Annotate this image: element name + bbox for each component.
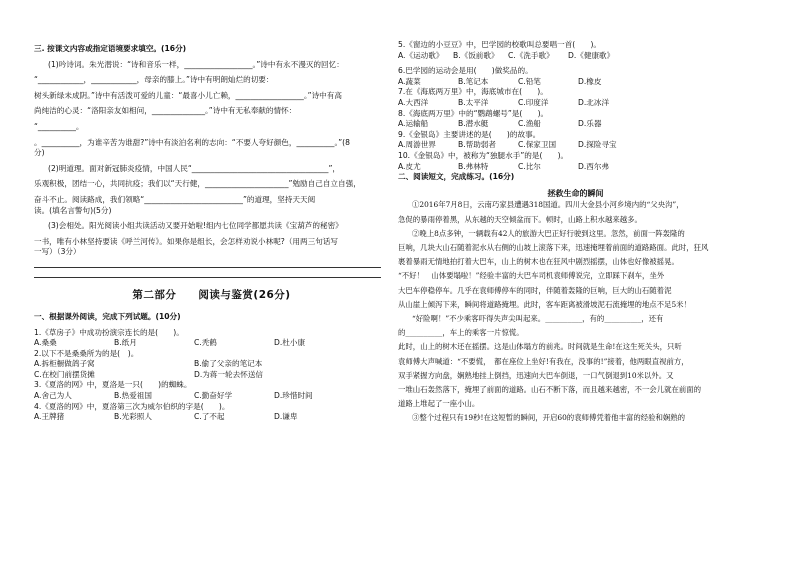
sectionB-title: 二、阅读短文，完成练习。(16分) [398,172,515,182]
option[interactable]: D.北冰洋 [578,97,610,107]
question-5: 5.《窗边的小豆豆》中，巴学园的校歌叫总要唱一首( )。 [398,40,602,49]
answer-line-1[interactable] [34,258,381,268]
fill-line-3: 树头新绿未成阴。”诗中有活泼可爱的儿童：“最喜小儿亡赖，__________________。”诗中有高 [34,90,342,100]
question-3: 3.《夏洛的网》中，夏洛是一只( )的蜘蛛。 [34,380,192,390]
option[interactable]: B.笔记本 [458,76,489,86]
fill-line-14: 一写）（3分） [34,247,81,257]
left-column [34,44,389,423]
option[interactable]: B.纸月 [114,338,137,348]
option[interactable]: A.《运动歌》 [398,50,444,60]
question-9-options [398,140,753,151]
fill-line-13: 一书，唯有小林坚持要读《呼兰河传》。如果你是组长，会怎样劝说小林呢?（用两三句话写 [34,236,338,246]
fill-line-12: (3)会相处。阳光阅读小组共读活动又要开始啦!组内七位同学都愿共读《宝葫芦的秘密》 [48,221,343,231]
passage-body [398,198,753,425]
option[interactable]: C.印度洋 [518,97,549,107]
option[interactable]: C.铅笔 [518,76,541,86]
question-2-options-row2 [34,370,389,381]
question-10: 10.《金银岛》中，被称为“独腿水手”的是( )。 [398,150,569,160]
option[interactable]: A.周游世界 [398,140,436,150]
fill-line-6: 。__________，为谁辛苦为谁甜?”诗中有淡泊名利的志向：“不要人夸好颜色，__________。”(8 [34,137,350,147]
passage-line: 巨响，几块大山石随着泥水从右侧的山坡上滚落下来，迅速掩埋着前面的道路路面。此时，狂风 [398,242,709,252]
option[interactable]: A.舍己为人 [34,391,72,401]
passage-line: ①2016年7月8日，云南巧家县遭遇318国道。四川大金县小河乡境内的“父央沟”， [412,200,684,210]
question-8-options [398,119,753,130]
fill-line-7: 分) [34,148,45,158]
passage-line: 此时，山上的树木还在摇摆。这是山体塌方的前兆。时间就是生命!在这生死关头，只听 [398,342,682,352]
option[interactable]: D.《健康歌》 [568,50,615,60]
option[interactable]: C.秃鹤 [194,338,217,348]
option[interactable]: A.皮尤 [398,161,421,171]
option[interactable]: C.勤奋好学 [194,391,233,401]
passage-line: 袁师傅大声喊道：“不要慌， 都在座位上坐好!有我在，没事的!”接着，他两眼直视前方， [398,356,689,366]
passage-line: “好险啊！”不少乘客吓得失声尖叫起来。__________，有的__________，还有 [412,313,664,323]
fill-line-10: 奋斗不止。阅读路成，我们领略“__________________________”的道理，坚持天天阅 [34,194,316,204]
passage-line: 一堆山石轰然落下，掩埋了前面的道路。山石不断下落，而且越来越密，不一会儿就在前面的 [398,384,702,394]
passage-line: “不好！ 山体要塌啦！”经验丰富的大巴车司机袁师傅说完，立即踩下刹车，坐外 [398,271,665,281]
fill-line-4: 尚纯洁的心灵：“洛阳亲友如相问，______________。”诗中有无私奉献的情怀： [34,106,297,116]
question-8: 8.《海底两万里》中的“鹦鹉螺号”是( )。 [398,108,549,118]
option[interactable]: A.桑桑 [34,338,57,348]
option[interactable]: A.王牌猪 [34,412,65,422]
option[interactable]: C.了不起 [194,412,225,422]
question-2: 2.以下不是桑桑所为的是( )。 [34,348,139,358]
section3-title: 三. 按课文内容或指定语境要求填空。(16分) [34,44,187,53]
fill-line-9: 乐观积极，团结一心，共同抗疫；我们以“天行健，______________________”勉励自己自立自强， [34,179,361,189]
option[interactable]: A.运输船 [398,119,429,129]
answer-line-2[interactable] [34,268,381,278]
option[interactable]: A.拆柜橱做鸽子窝 [34,359,95,369]
question-10-options [398,162,753,173]
option[interactable]: C.《洗手歌》 [508,50,554,60]
option[interactable]: D.橡皮 [578,76,602,86]
part2-title: 第二部分 阅读与鉴赏(26分) [132,288,291,301]
passage-line: 道路上堆起了一座小山。 [398,399,480,409]
passage-line: ②晚上8点多钟，一辆载有42人的旅游大巴正好行驶到这里。忽然，前面一阵轰隆的 [412,228,685,238]
option[interactable]: C.渔船 [518,119,541,129]
option[interactable]: A.蔬菜 [398,76,421,86]
option[interactable]: D.乐器 [578,119,602,129]
option[interactable]: C.比尔 [518,161,541,171]
passage-title: 拯救生命的瞬间 [547,187,604,198]
question-1-options [34,338,389,349]
sectionA-title: 一、根据课外阅读，完成下列试题。(10分) [34,311,181,321]
question-9: 9.《金银岛》主要讲述的是( )的故事。 [398,129,541,139]
right-column [398,40,753,426]
option[interactable]: B.潜水艇 [458,119,489,129]
option[interactable]: D.谦卑 [274,412,298,422]
option[interactable]: B.热爱祖国 [114,391,152,401]
option[interactable]: D.珍惜时间 [274,391,313,401]
option[interactable]: D.探险寻宝 [578,140,617,150]
question-3-options [34,391,389,402]
option[interactable]: D.杜小康 [274,338,306,348]
option[interactable]: B.《饭前歌》 [453,50,499,60]
passage-line: 急促的暴雨停着黑，从东越的天空倾盆而下。顿时，山路上积水越来越多。 [398,214,642,224]
option[interactable]: B.弗林特 [458,161,489,171]
option[interactable]: C.在校门前摆货摊 [34,369,95,379]
passage-line: 裹着暴雨无情地拍打着大巴车，山上的树木也在狂风中剧烈摇摆，山体也好像被摇晃。 [398,257,679,267]
fill-line-5: “__________。 [34,121,84,131]
option[interactable]: B.太平洋 [458,97,489,107]
option[interactable]: B.帮助弱者 [458,140,496,150]
question-4-options [34,412,389,423]
passage-line: 的__________，车上的乘客一片惊慌。 [398,328,524,338]
question-5-options [398,51,753,62]
fill-line-8: (2)明道理。面对新冠肺炎疫情，中国人民“____________________________________”， [48,163,340,173]
question-7: 7.在《海底两万里》中，海底城市在( )。 [398,87,548,97]
option[interactable]: D.为蒋一轮去怀送信 [194,369,264,379]
option[interactable]: C.保家卫国 [518,140,557,150]
passage-line: ③整个过程只有19秒!在这短暂的瞬间，开启60的袁师傅凭着他丰富的经验和娴熟的 [412,413,686,423]
question-4: 4.《夏洛的网》中，夏洛第三次为威尔伯织的字是( )。 [34,401,230,411]
question-1: 1.《草房子》中成功扮演宗连长的是( )。 [34,327,184,337]
fill-line-2: “____________，____________，母亲的膝上。”诗中有明朗灿烂的切要： [34,75,274,85]
question-6: 6.巴学园的运动会是用( )做奖品的。 [398,66,533,76]
option[interactable]: A.大西洋 [398,97,429,107]
passage-line: 从山崖上倾泻下来，瞬间将道路掩埋。此时，客车距离被滑坡泥石流掩埋的地点不足5米！ [398,299,691,309]
option[interactable]: B.偷了父亲的笔记本 [194,359,263,369]
question-6-options [398,77,753,88]
passage-line: 双手紧握方向盘，娴熟地挂上倒挡，迅速向大巴车倒退，一口气倒退到10米以外。又 [398,370,674,380]
option[interactable]: D.西尔弗 [578,161,610,171]
option[interactable]: B.光彩照人 [114,412,152,422]
fill-line-11: 读。(填名言警句)(5分) [34,205,112,215]
question-2-options [34,359,389,370]
fill-line-1: (1)吟诗词。朱光潜说：“诗和音乐一样，__________________。”诗中有永不漫灭的回忆： [48,59,344,69]
passage-line: 大巴车停稳停车。几乎在袁师傅停车的同时，伴随着轰隆的巨响，巨大的山石随着泥 [398,285,672,295]
question-7-options [398,98,753,109]
